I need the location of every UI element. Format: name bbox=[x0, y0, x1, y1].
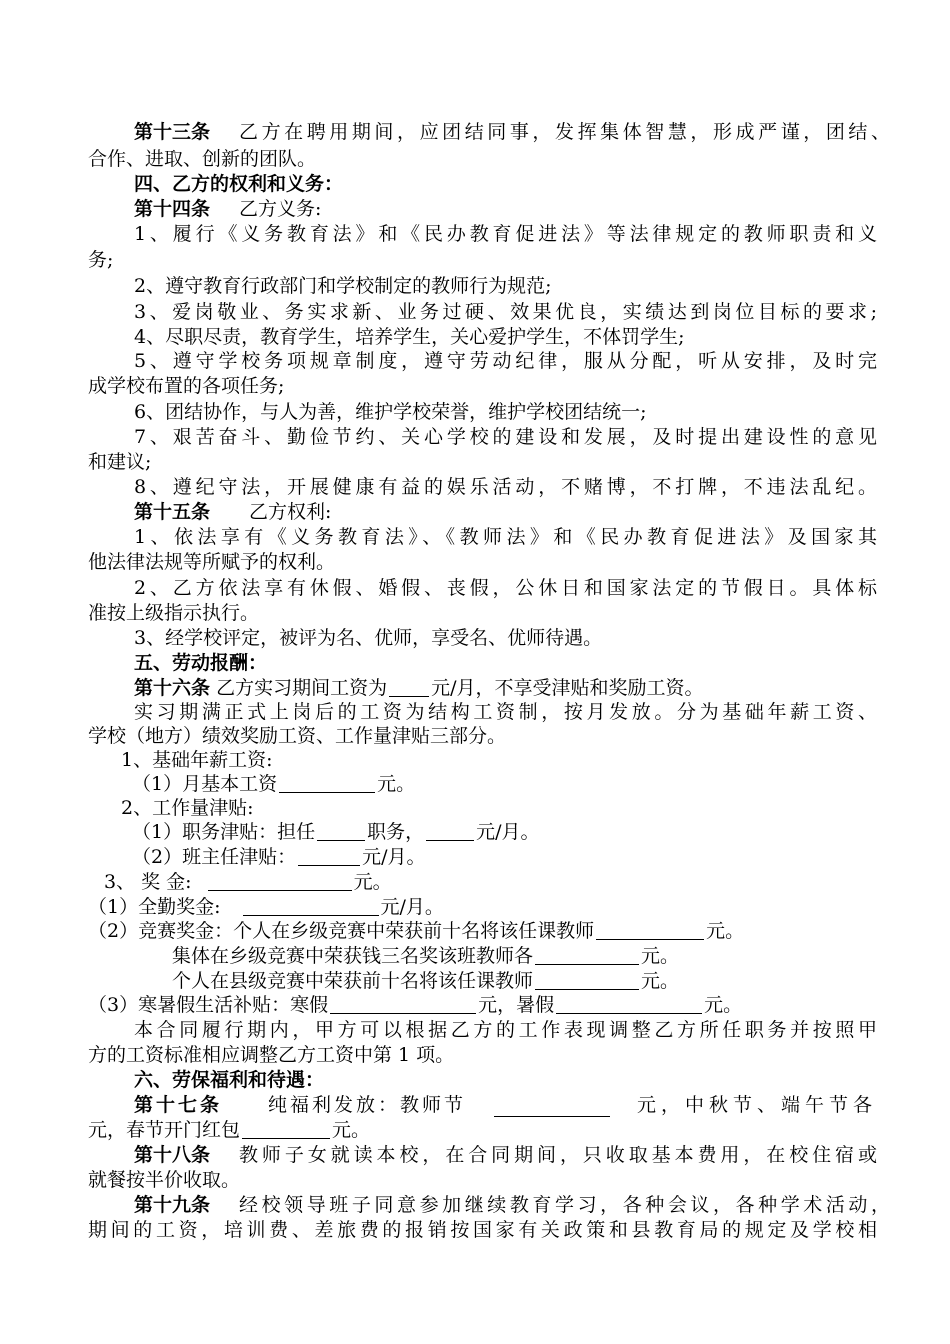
art14-item7a bbox=[0, 423, 950, 451]
article-text: 经校领导班子同意参加继续教育学习，各种会议，各种学术活动， bbox=[239, 1194, 890, 1216]
art14-item8 bbox=[0, 473, 950, 501]
section-6-title: 六、劳保福利和待遇： bbox=[134, 1069, 325, 1091]
list-item bbox=[132, 818, 540, 846]
item-text: 元。 bbox=[641, 970, 680, 992]
item-text: 元，春节开门红包 bbox=[88, 1119, 241, 1141]
amount-blank bbox=[243, 893, 379, 916]
list-item: 他法律法规等所赋予的权利。 bbox=[88, 551, 336, 573]
article-title: 第十四条 bbox=[134, 198, 211, 220]
item-text: 职务， bbox=[367, 821, 425, 843]
article-text: 乙方实习期间工资为 bbox=[216, 677, 388, 699]
art15-item3 bbox=[0, 624, 950, 652]
art17-line2 bbox=[0, 1116, 950, 1144]
art14-item1a bbox=[0, 220, 950, 248]
item-text: 元。 bbox=[706, 920, 745, 942]
list-item: 4、尽职尽责，教育学生，培养学生，关心爱护学生，不体罚学生; bbox=[134, 326, 685, 348]
art16-s2a bbox=[0, 818, 950, 846]
article-title: 第十三条 bbox=[134, 121, 211, 143]
section-heading bbox=[0, 1066, 950, 1094]
item-text: 元。 bbox=[704, 994, 743, 1016]
article-text: 学校（地方）绩效奖励工资、工作量津贴三部分。 bbox=[88, 725, 507, 747]
art14-title-line bbox=[0, 195, 950, 223]
article-title: 第十六条 bbox=[134, 677, 211, 699]
art14-item7b bbox=[0, 448, 950, 476]
item-text: 元。 bbox=[353, 871, 392, 893]
section-heading bbox=[0, 649, 950, 677]
salary-blank bbox=[389, 674, 429, 697]
amount-blank bbox=[596, 917, 704, 940]
list-item: 2、工作量津贴: bbox=[121, 797, 254, 819]
item-text: （3）寒暑假生活补贴：寒假 bbox=[88, 994, 329, 1016]
amount-blank bbox=[494, 1094, 610, 1117]
article-text: 教师子女就读本校，在合同期间，只收取基本费用，在校住宿或 bbox=[239, 1144, 877, 1166]
art15-title-line bbox=[0, 498, 950, 526]
list-item: 7、艰苦奋斗、勤俭节约、关心学校的建设和发展，及时提出建设性的意见 bbox=[134, 426, 877, 448]
art19-line2 bbox=[0, 1216, 950, 1244]
list-item bbox=[104, 868, 392, 896]
article-title: 第十九条 bbox=[134, 1194, 211, 1216]
article-text: 乙方在聘用期间，应团结同事，发挥集体智慧，形成严谨，团结、 bbox=[239, 121, 890, 143]
art15-item2b bbox=[0, 599, 950, 627]
list-item: 5、遵守学校务项规章制度，遵守劳动纪律，服从分配，听从安排，及时完 bbox=[134, 350, 877, 372]
article-text: 实习期满正式上岗后的工资为结构工资制，按月发放。分为基础年薪工资、 bbox=[134, 701, 877, 723]
list-item: 1、依法享有《义务教育法》、《教师法》和《民办教育促进法》及国家其 bbox=[134, 526, 877, 548]
art14-item5b bbox=[0, 372, 950, 400]
item-text: 元。 bbox=[377, 773, 416, 795]
article-title: 第十七条 bbox=[134, 1094, 223, 1116]
item-text: （2）班主任津贴： bbox=[132, 846, 297, 868]
section-4-title: 四、乙方的权利和义务： bbox=[134, 173, 344, 195]
art15-item2a bbox=[0, 574, 950, 602]
amount-blank bbox=[208, 868, 352, 891]
amount-blank bbox=[535, 967, 639, 990]
list-item: 务; bbox=[88, 249, 114, 271]
item-text: 元/月。 bbox=[476, 821, 540, 843]
art16-b2 bbox=[0, 917, 950, 945]
item-text: 元，暑假 bbox=[478, 994, 555, 1016]
amount-blank bbox=[242, 1116, 330, 1139]
list-item bbox=[88, 917, 744, 945]
article-title: 第十五条 bbox=[134, 501, 211, 523]
item-text: 元，中秋节、端午节各 bbox=[636, 1094, 877, 1116]
article-text: 期间的工资，培训费、差旅费的报销按国家有关政策和县教育局的规定及学校相 bbox=[88, 1219, 877, 1241]
amount-blank bbox=[535, 942, 639, 965]
item-text: （1）全勤奖金: bbox=[88, 896, 221, 918]
item-text: 元。 bbox=[332, 1119, 371, 1141]
section-heading bbox=[0, 170, 950, 198]
list-item bbox=[132, 843, 426, 871]
art19-line1 bbox=[0, 1191, 950, 1219]
item-text: 元/月。 bbox=[362, 846, 426, 868]
art16-p3b bbox=[0, 1041, 950, 1069]
article-title: 第十八条 bbox=[134, 1144, 211, 1166]
list-item: 1、履行《义务教育法》和《民办教育促进法》等法律规定的教师职责和义 bbox=[134, 223, 877, 245]
article-text: 方的工资标准相应调整乙方工资中第 1 项。 bbox=[88, 1044, 455, 1066]
article-text: 乙方权利: bbox=[249, 501, 332, 523]
article-text: 就餐按半价收取。 bbox=[88, 1169, 241, 1191]
art18-line2 bbox=[0, 1166, 950, 1194]
art16-b2b bbox=[0, 942, 950, 970]
list-item: 1、基础年薪工资: bbox=[121, 749, 273, 771]
art14-item5a bbox=[0, 347, 950, 375]
article-line bbox=[88, 1116, 370, 1144]
art17-line1 bbox=[0, 1091, 950, 1119]
item-text: （1）职务津贴：担任 bbox=[132, 821, 316, 843]
amount-blank bbox=[556, 991, 702, 1014]
art14-item1b bbox=[0, 246, 950, 274]
position-blank bbox=[317, 818, 365, 841]
article-text: 元/月，不享受津贴和奖励工资。 bbox=[431, 677, 704, 699]
article-text: 本合同履行期内，甲方可以根据乙方的工作表现调整乙方所任职务并按照甲 bbox=[134, 1019, 877, 1041]
amount-blank bbox=[298, 843, 360, 866]
item-text: 元/月。 bbox=[380, 896, 444, 918]
article-line bbox=[268, 1091, 877, 1119]
list-item: 3、爱岗敬业、务实求新、业务过硬、效果优良，实绩达到岗位目标的要求; bbox=[134, 301, 877, 323]
list-item: 准按上级指示执行。 bbox=[88, 602, 260, 624]
art16-b3 bbox=[0, 991, 950, 1019]
amount-blank bbox=[279, 770, 375, 793]
list-item: 2、乙方依法享有休假、婚假、丧假，公休日和国家法定的节假日。具体标 bbox=[134, 577, 877, 599]
list-item: 3、经学校评定，被评为名、优师，享受名、优师待遇。 bbox=[134, 627, 603, 649]
art16-s3 bbox=[0, 868, 950, 896]
art18-line1 bbox=[0, 1141, 950, 1169]
list-item: 和建议; bbox=[88, 451, 152, 473]
list-item bbox=[88, 991, 742, 1019]
amount-blank bbox=[330, 991, 476, 1014]
article-text: 合作、进取、创新的团队。 bbox=[88, 148, 317, 170]
art16-s2b bbox=[0, 843, 950, 871]
list-item: 8、遵纪守法，开展健康有益的娱乐活动，不赌博，不打牌，不违法乱纪。 bbox=[134, 476, 877, 498]
item-text: 纯福利发放：教师节 bbox=[268, 1094, 467, 1116]
item-text: 集体在乡级竞赛中荣获钱三名奖该班教师各 bbox=[172, 945, 534, 967]
art15-item1b bbox=[0, 548, 950, 576]
list-item: 2、遵守教育行政部门和学校制定的教师行为规范; bbox=[134, 275, 552, 297]
art13-line1 bbox=[0, 118, 950, 146]
art14-item3 bbox=[0, 298, 950, 326]
item-text: （1）月基本工资 bbox=[132, 773, 278, 795]
item-text: （2）竞赛奖金：个人在乡级竞赛中荣获前十名将该任课教师 bbox=[88, 920, 595, 942]
item-text: 元。 bbox=[641, 945, 680, 967]
item-text: 3、 奖 金: bbox=[104, 871, 192, 893]
item-text: 个人在县级竞赛中荣获前十名将该任课教师 bbox=[172, 970, 534, 992]
art13-line2 bbox=[0, 145, 950, 173]
section-5-title: 五、劳动报酬： bbox=[134, 652, 268, 674]
art16-p3a bbox=[0, 1016, 950, 1044]
art14-item6 bbox=[0, 398, 950, 426]
list-item: 成学校布置的各项任务; bbox=[88, 375, 285, 397]
art15-item1a bbox=[0, 523, 950, 551]
article-text: 乙方义务: bbox=[239, 198, 322, 220]
list-item: 6、团结协作，与人为善，维护学校荣誉，维护学校团结统一; bbox=[134, 401, 647, 423]
amount-blank bbox=[426, 818, 474, 841]
art14-item2 bbox=[0, 272, 950, 300]
list-item bbox=[172, 942, 679, 970]
